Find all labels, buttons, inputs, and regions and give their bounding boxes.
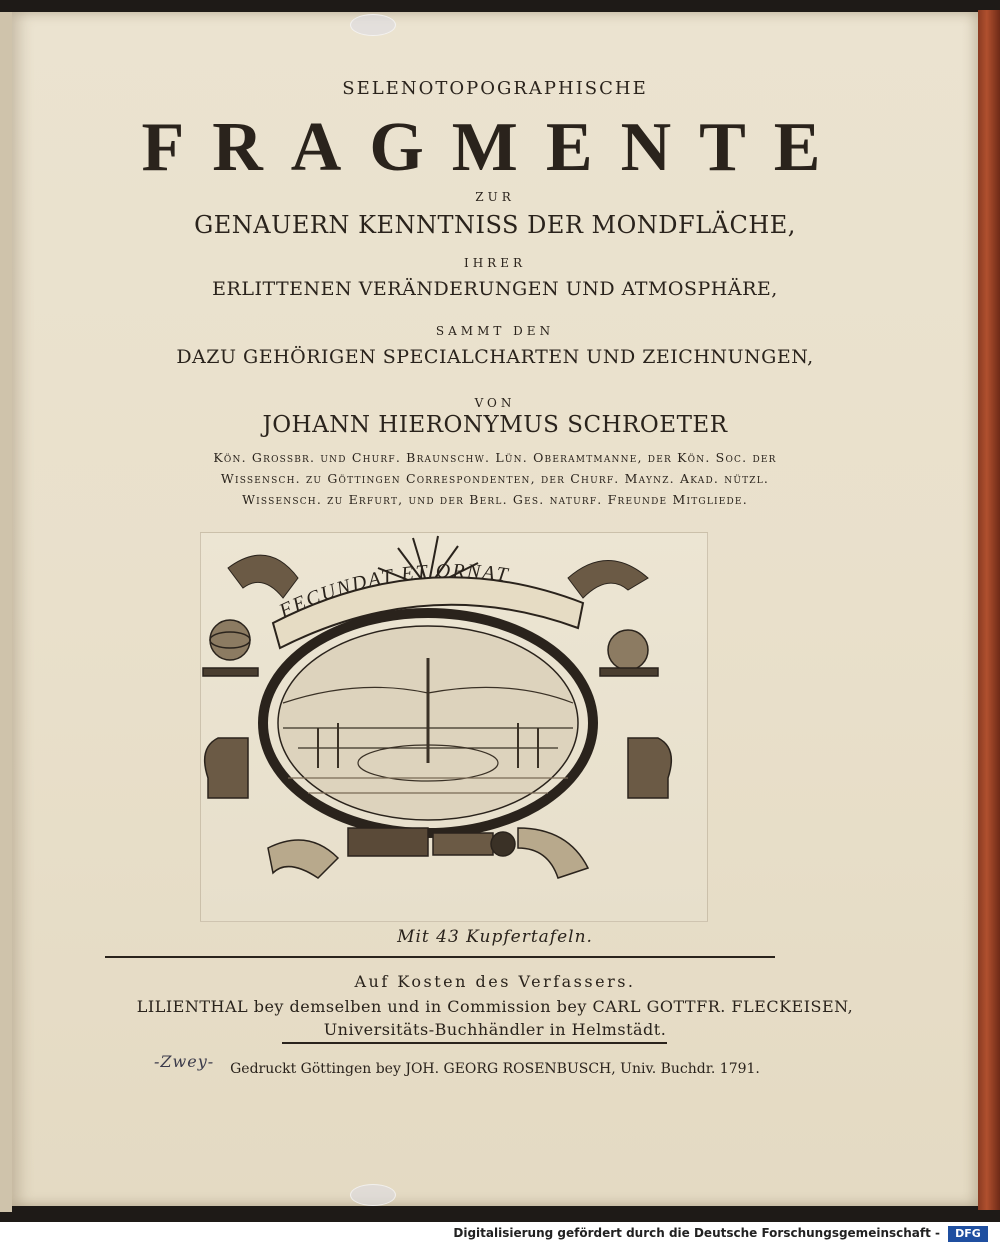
title-line-4: GENAUERN KENNTNISS DER MONDFLÄCHE, [194, 211, 796, 239]
title-line-5: IHRER [463, 256, 527, 270]
dfg-credit: Digitalisierung gefördert durch die Deutsche Forschungsgemeinschaft - [453, 1226, 940, 1240]
page-clip-top [350, 14, 396, 36]
page-clip-bottom [350, 1184, 396, 1206]
main-title: FRAGMENTE [141, 109, 849, 186]
title-line-9: VON [474, 396, 516, 410]
printer-line: Gedruckt Göttingen bey JOH. GEORG ROSENBUSCH, Univ. Buchdr. 1791. [230, 1061, 760, 1077]
imprint-line-2: LILIENTHAL bey demselben und in Commission bey CARL GOTTFR. FLECKEISEN, [136, 997, 854, 1016]
divider-rule-2 [282, 1042, 667, 1044]
left-page-edge [0, 12, 12, 1212]
handwritten-note: -Zwey- [154, 1052, 215, 1071]
ribbon-right [568, 561, 648, 599]
author-name: JOHANN HIERONYMUS SCHROETER [262, 412, 728, 438]
armillary-sphere [203, 620, 258, 676]
title-line-7: SAMMT DEN [435, 324, 555, 338]
title-line-8: DAZU GEHÖRIGEN SPECIALCHARTEN UND ZEICHNUNGEN, [176, 346, 814, 368]
title-line-3: ZUR [475, 190, 515, 204]
book-cover-edge [978, 10, 1000, 1210]
ribbon-left [228, 555, 298, 598]
plates-note: Mit 43 Kupfertafeln. [397, 927, 593, 947]
imprint-line-1: Auf Kosten des Verfassers. [354, 972, 636, 991]
divider-rule-1 [105, 956, 775, 958]
title-page [12, 12, 978, 1206]
vignette-illustration [188, 528, 688, 908]
author-titles-line-3: Wissensch. zu Erfurt, und der Berl. Ges. naturf. Freunde Mitgliede. [242, 492, 748, 507]
author-titles-line-1: Kön. Grossbr. und Churf. Braunschw. Lün. Oberamtmanne, der Kön. Soc. der [213, 450, 777, 465]
title-line-6: ERLITTENEN VERÄNDERUNGEN UND ATMOSPHÄRE, [212, 278, 778, 300]
digitization-footer [0, 1222, 1000, 1247]
motto-textpath: FECUNDAT ET ORNAT [275, 560, 511, 623]
dfg-logo-icon[interactable]: DFG [948, 1226, 988, 1242]
terrestrial-globe [600, 630, 658, 676]
author-titles-line-2: Wissensch. zu Göttingen Correspondenten, der Churf. Maynz. Akad. nützl. [220, 471, 770, 486]
title-line-1: SELENOTOPOGRAPHISCHE [342, 78, 648, 99]
imprint-line-3: Universitäts-Buchhändler in Helmstädt. [323, 1020, 667, 1039]
